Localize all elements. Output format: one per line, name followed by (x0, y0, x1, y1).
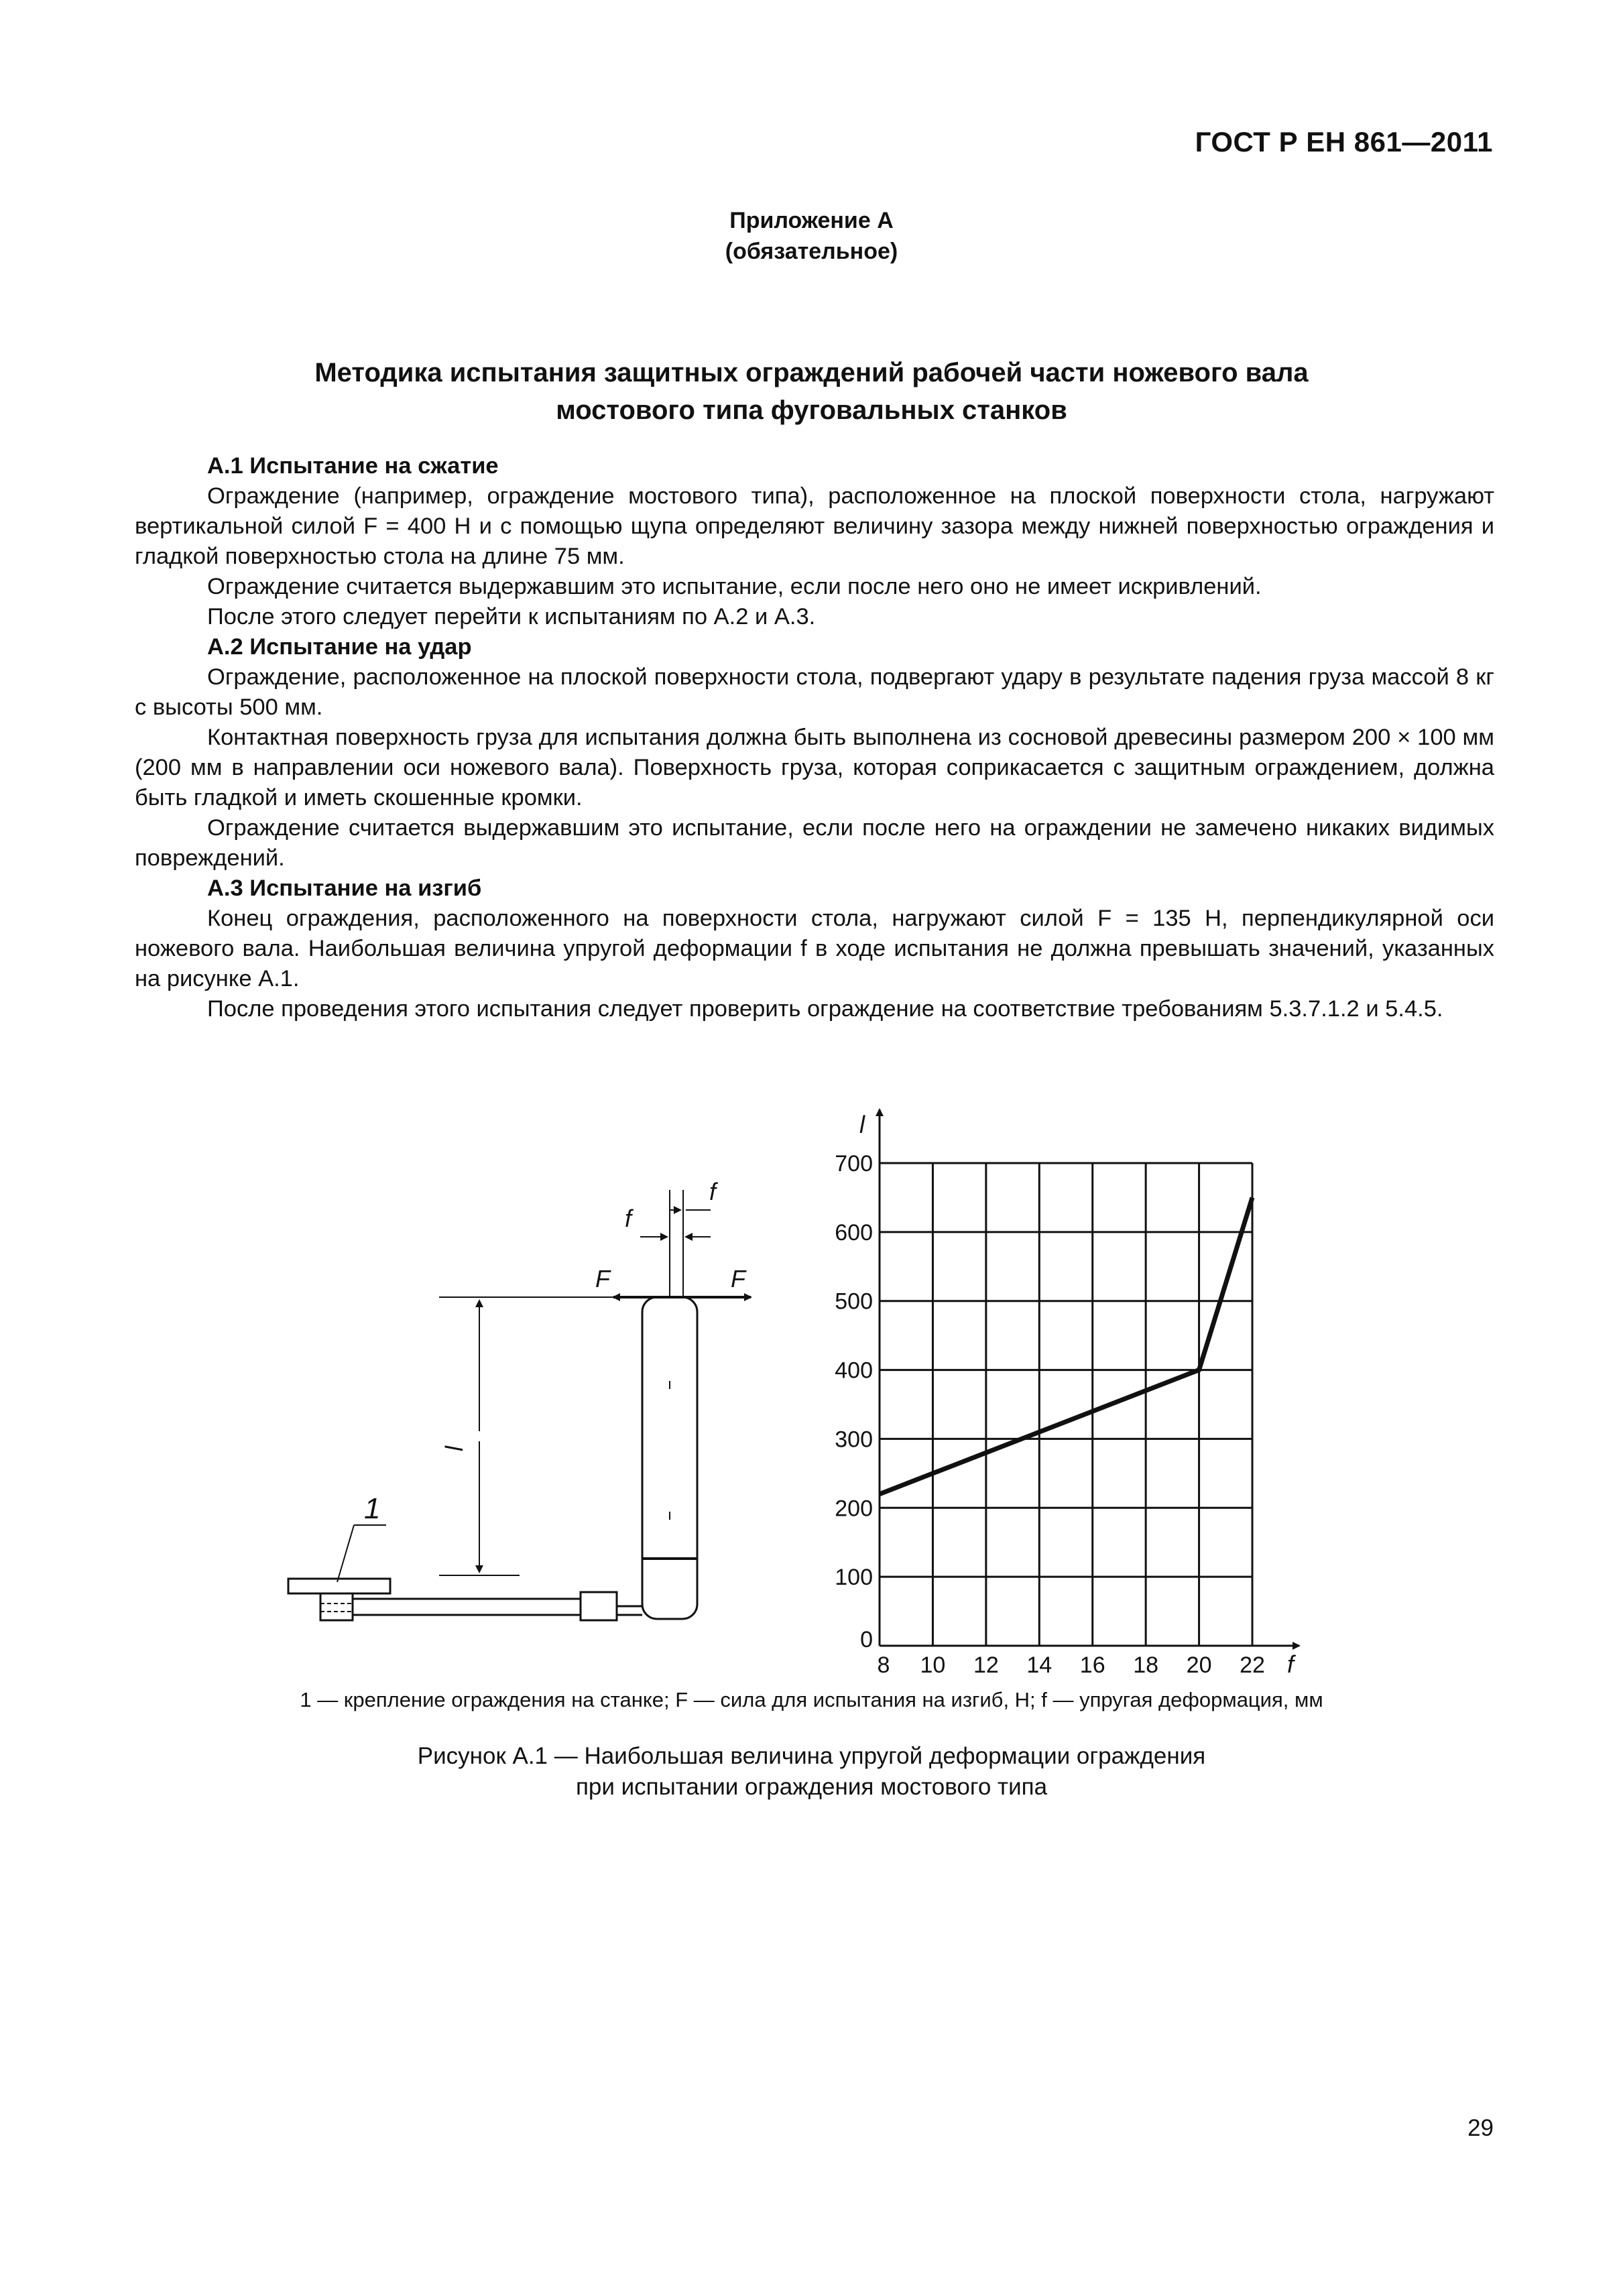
clamp-block (320, 1593, 353, 1620)
label-f-lower: f (625, 1205, 632, 1232)
chart-axes (880, 1109, 1299, 1646)
label-l: l (440, 1446, 468, 1451)
series-line (880, 1197, 1252, 1494)
document-code: ГОСТ Р ЕН 861—2011 (1195, 126, 1493, 158)
chart-grid (880, 1163, 1252, 1646)
body-text (135, 451, 1494, 1024)
label-f-upper: f (709, 1178, 717, 1205)
deformation-chart (835, 1109, 1299, 1678)
y-tick-label: 0 (860, 1627, 873, 1652)
page-number: 29 (1467, 2115, 1494, 2141)
paragraph: После проведения этого испытания следует проверить ограждение на соответствие требованиям 5.3.7.1.2 и 5.4.5. (207, 996, 1443, 1022)
x-tick-label: 16 (1079, 1652, 1105, 1678)
figure-a1 (268, 1096, 1314, 1686)
section-title-line1: Методика испытания защитных ограждений рабочей части ножевого вала (314, 358, 1309, 387)
paragraph: Ограждение (например, ограждение мостового типа), расположенное на плоской поверхности стола, нагружают вертикальной силой F = 400 Н и с помощью щупа определяют величину зазора между нижней поверхностью ограждения и гладкой поверхностью стола на длине 75 мм. (135, 483, 1494, 569)
annex-title: Приложение А (729, 208, 894, 233)
connector-block (581, 1592, 617, 1620)
section-heading: А.3 Испытание на изгиб (207, 875, 482, 901)
label-F-right: F (731, 1265, 745, 1292)
paragraph: Ограждение, расположенное на плоской поверхности стола, подвергают удару в результате падения груза массой 8 кг с высоты 500 мм. (135, 664, 1494, 720)
paragraph: Контактная поверхность груза для испытания должна быть выполнена из сосновой древесины размером 200 × 100 мм (200 мм в направлении оси ножевого вала). Поверхность груза, которая соприкасается с защитным ограждением, должна быть гладкой и иметь скошенные кромки. (135, 725, 1494, 810)
y-tick-label: 500 (835, 1288, 873, 1315)
section-heading: А.2 Испытание на удар (207, 634, 472, 660)
y-tick-label: 400 (835, 1357, 873, 1384)
paragraph: Конец ограждения, расположенного на поверхности стола, нагружают силой F = 135 Н, перпендикулярной оси ножевого вала. Наибольшая величина упругой деформации f в ходе испытания не должна превышать значений, указанных на рисунке А.1. (135, 906, 1494, 991)
clamp-plate (288, 1579, 390, 1593)
x-tick-label: 22 (1240, 1652, 1265, 1678)
label-F-left: F (595, 1265, 610, 1292)
x-tick-label: 18 (1133, 1652, 1159, 1678)
y-tick-label: 600 (835, 1219, 873, 1246)
paragraph: Ограждение считается выдержавшим это испытание, если после него на ограждении не замечено никаких видимых повреждений. (135, 815, 1494, 871)
guard-diagram (288, 1190, 751, 1620)
section-heading: А.1 Испытание на сжатие (207, 453, 499, 479)
section-title-line2: мостового типа фуговальных станков (556, 396, 1067, 425)
y-tick-label: 300 (835, 1427, 873, 1453)
y-tick-label: 700 (835, 1151, 873, 1176)
x-tick-label: 10 (920, 1652, 946, 1678)
figure-caption-line2: при испытании ограждения мостового типа (575, 1774, 1048, 1800)
paragraph: После этого следует перейти к испытаниям по А.2 и А.3. (207, 604, 816, 629)
annex-status: (обязательное) (725, 239, 898, 264)
guard-body (642, 1297, 697, 1619)
x-tick-label: 8 (877, 1652, 890, 1678)
x-axis-label: f (1287, 1650, 1295, 1678)
x-tick-label: 14 (1026, 1652, 1053, 1678)
label-1: 1 (364, 1492, 381, 1525)
y-tick-label: 100 (835, 1565, 873, 1591)
y-axis-label: l (859, 1111, 865, 1138)
x-tick-label: 20 (1186, 1652, 1212, 1678)
x-tick-label: 12 (973, 1652, 999, 1678)
figure-legend: 1 — крепление ограждения на станке; F — сила для испытания на изгиб, Н; f — упругая деформация, мм (300, 1688, 1323, 1711)
chart-tick-labels (835, 1111, 1297, 1678)
y-tick-label: 200 (835, 1496, 873, 1522)
figure-caption-line1: Рисунок А.1 — Наибольшая величина упругой деформации ограждения (417, 1743, 1206, 1769)
paragraph: Ограждение считается выдержавшим это испытание, если после него оно не имеет искривлений. (207, 574, 1262, 599)
chart-series (880, 1197, 1252, 1494)
